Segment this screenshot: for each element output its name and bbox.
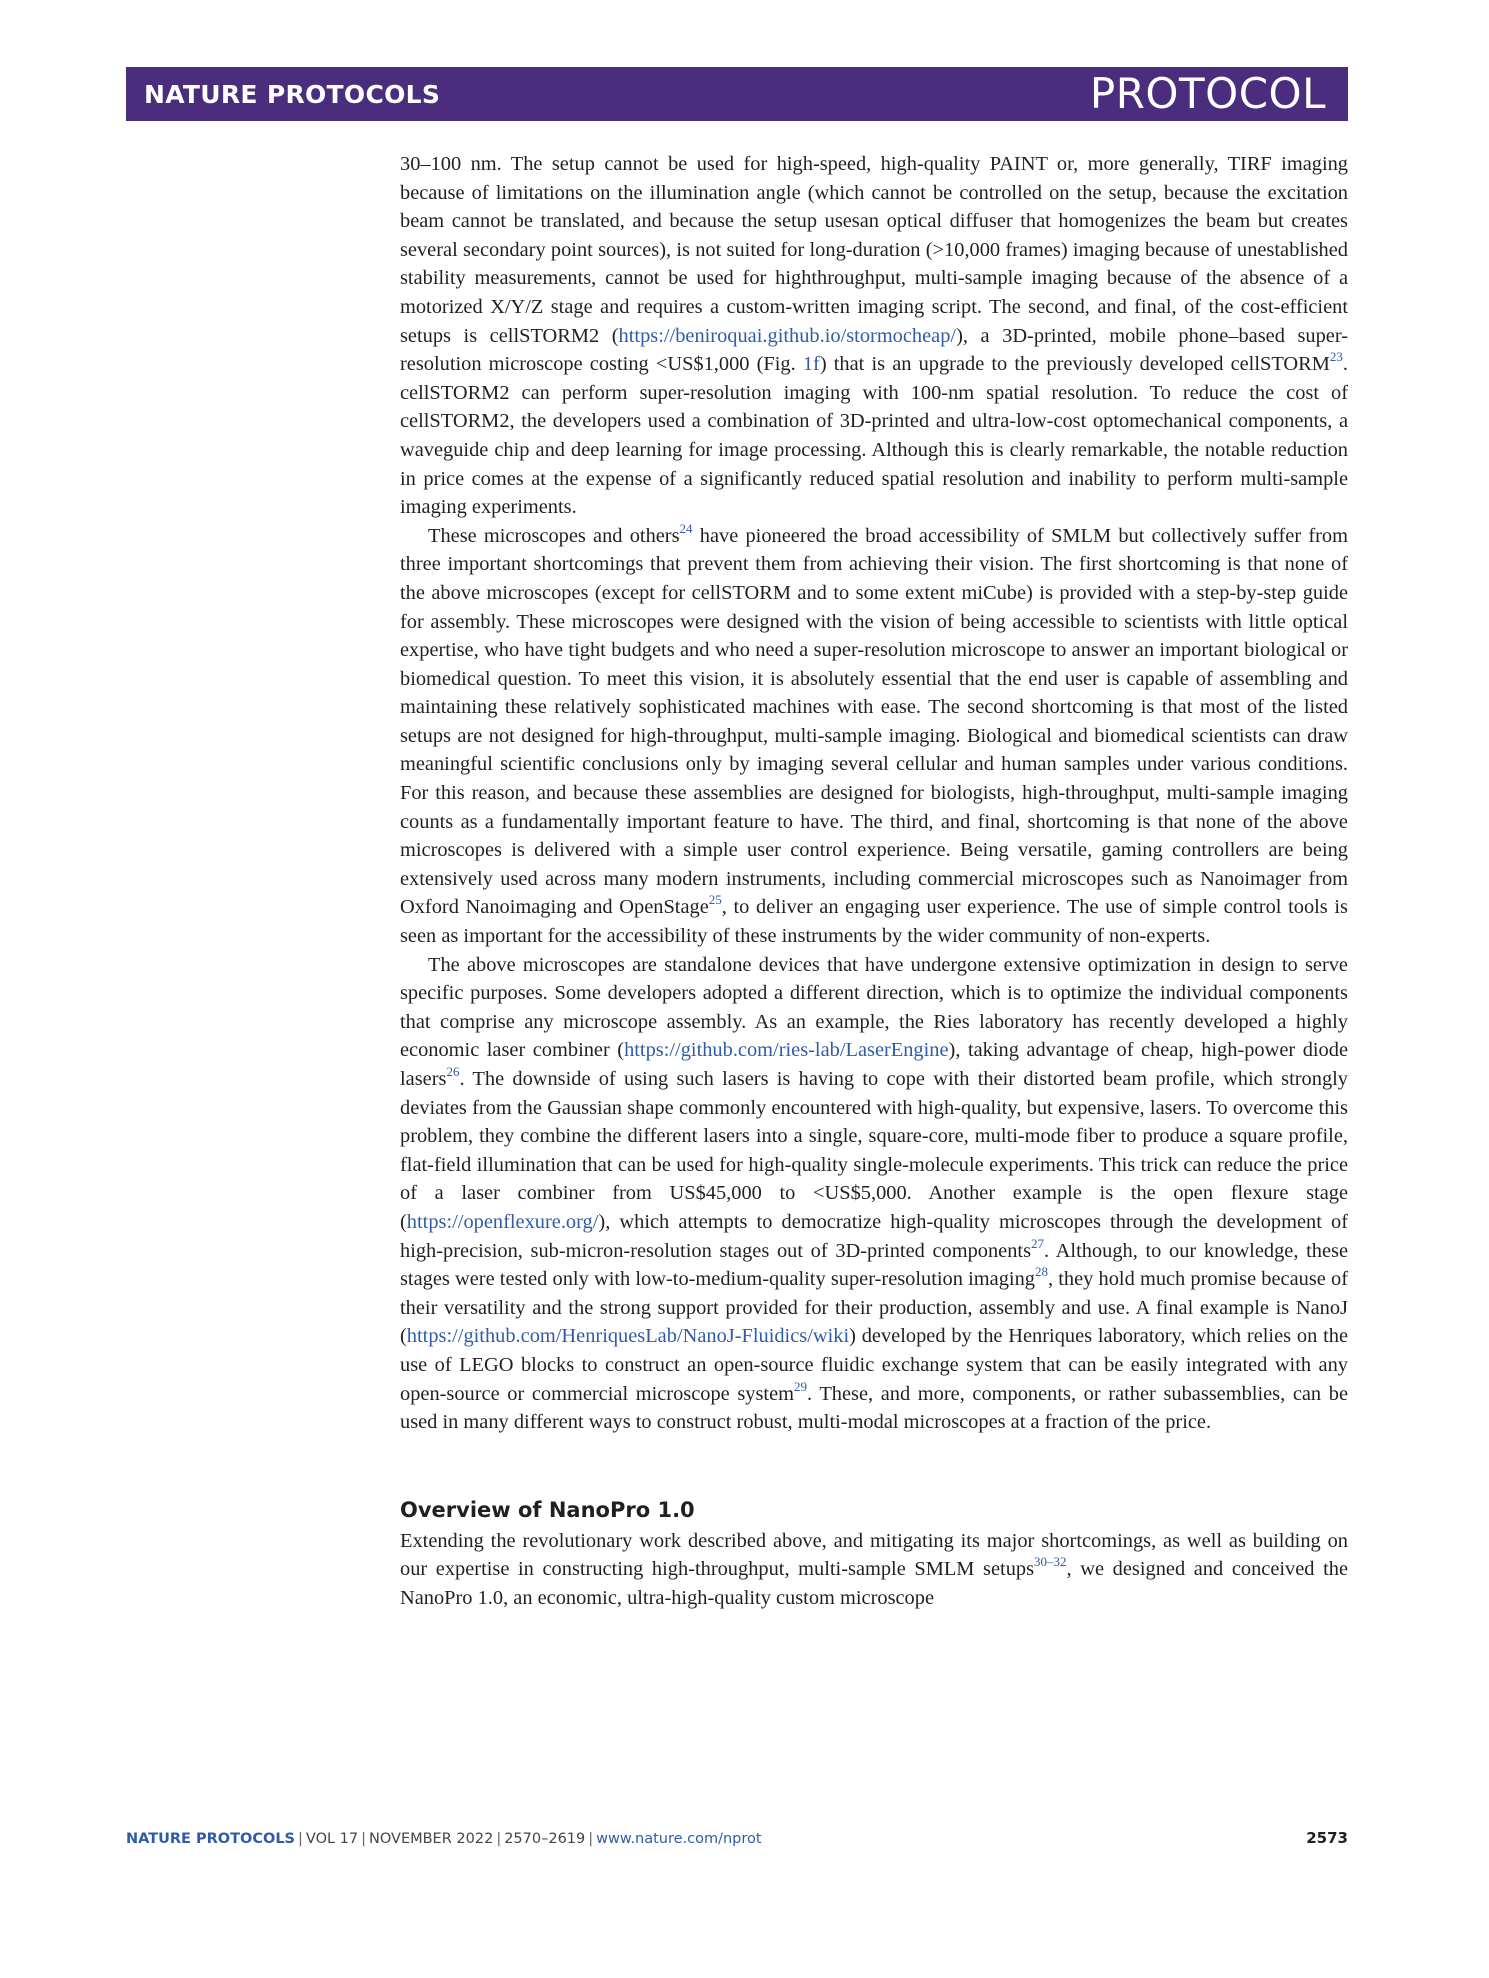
hyperlink[interactable]: https://github.com/ries-lab/​LaserEngine — [624, 1039, 949, 1062]
article-body — [400, 150, 1348, 1613]
hyperlink[interactable]: https://openflexure.org/ — [406, 1210, 599, 1233]
hyperlink[interactable]: 1f — [802, 353, 820, 376]
text-run: These microscopes and others — [428, 524, 680, 547]
text-run: The above microscopes are standalone devices that have undergone extensive optimization in design to serve specific purposes. Some developers adopted a different direction, which is to optimize the individual components that comprise any microscope assembly. As an example, the Ries laboratory has recently developed a highly economic laser combiner ( — [400, 953, 1348, 1062]
text-run: . cellSTORM2 can perform super-resolution imaging with 100-nm spatial resolution. To reduce the cost of cellSTORM2, the developers used a combination of 3D-printed and ultra-low-cost optomechanical components, a waveguide chip and deep learning for image processing. Although this is clearly remarkable, the notable reduction in price comes at the expense of a significantly reduced spatial resolution and inability to perform multi-sample imaging experiments. — [400, 353, 1348, 519]
citation-reference[interactable]: 30–32 — [1034, 1554, 1067, 1570]
citation-reference[interactable]: 27 — [1031, 1235, 1045, 1251]
journal-header-bar — [126, 67, 1348, 121]
text-run: , to deliver an engaging user experience. The use of simple control tools is seen as important for the accessibility of these instruments by the wider community of non-experts. — [400, 896, 1348, 948]
footer-date: NOVEMBER 2022 — [369, 1831, 494, 1847]
text-run: . These, and more, components, or rather subassemblies, can be used in many different ways to construct robust, multi-modal microscopes at a fraction of the price. — [400, 1382, 1348, 1434]
footer-volume: VOL 17 — [305, 1831, 359, 1847]
hyperlink[interactable]: https://github.​com/HenriquesLab/NanoJ-Fluidics/wiki — [406, 1325, 850, 1348]
text-run: ), a 3D-printed, mobile phone–based super-resolution microscope costing <US$1,000 (Fig. — [400, 324, 1348, 376]
text-run: ) developed by the Henriques laboratory, which relies on the use of LEGO blocks to construct an open-source fluidic exchange system that can be easily integrated with any open-source or commercial microscope system — [400, 1325, 1348, 1405]
hyperlink[interactable]: https://beniroquai.github.io/stormocheap/ — [618, 324, 957, 347]
section-paragraph — [400, 1527, 1348, 1613]
citation-reference[interactable]: 25 — [708, 892, 722, 908]
text-run: ), taking advantage of cheap, high-power diode lasers — [400, 1039, 1348, 1090]
text-run: ), which attempts to democratize high-quality microscopes through the development of high-precision, sub-micron-resolution stages out of 3D-printed components — [400, 1210, 1348, 1262]
text-run: . The downside of using such lasers is having to cope with their distorted beam profile, which strongly deviates from the Gaussian shape commonly encountered with high-quality, but expensive, lasers. To overcome this problem, they combine the different lasers into a single, square-core, multi-mode fiber to produce a square profile, flat-field illumination that can be used for high-quality single-molecule experiments. This trick can reduce the price of a laser combiner from US$45,000 to <US$5,000. Another example is the open flexure stage ( — [400, 1068, 1348, 1233]
page-number: 2573 — [1306, 1829, 1348, 1847]
citation-reference[interactable]: 29 — [793, 1378, 807, 1394]
text-run: . Although, to our knowledge, these stages were tested only with low-to-medium-quality super-resolution imaging — [400, 1239, 1349, 1291]
citation-reference[interactable]: 26 — [446, 1064, 460, 1079]
text-run: , they hold much promise because of their versatility and the strong support provided for their production, assembly and use. A final example is NanoJ ( — [400, 1268, 1348, 1348]
body-paragraph-3 — [400, 951, 1348, 1437]
body-paragraph-2 — [400, 522, 1348, 951]
section-heading: Overview of NanoPro 1.0 — [400, 1497, 695, 1522]
citation-reference[interactable]: 23 — [1329, 349, 1343, 365]
footer-citation: NATURE PROTOCOLS | VOL 17 | NOVEMBER 2022 | 2570–2619 | www.nature.com/nprot — [126, 1831, 762, 1847]
text-run: ) that is an upgrade to the previously developed cellSTORM — [819, 353, 1330, 376]
footer-journal: NATURE PROTOCOLS — [126, 1831, 296, 1847]
page-footer — [126, 1829, 1348, 1847]
body-paragraph-1 — [400, 150, 1348, 522]
text-run: , we designed and conceived the NanoPro 1.0, an economic, ultra-high-quality custom microscope — [400, 1558, 1349, 1609]
citation-reference[interactable]: 28 — [1034, 1264, 1048, 1280]
text-run: Extending the revolutionary work described above, and mitigating its major shortcomings, as well as building on our expertise in constructing high-throughput, multi-sample SMLM setups — [400, 1529, 1348, 1581]
journal-name: NATURE PROTOCOLS — [144, 79, 441, 109]
footer-url[interactable]: www.nature.com/nprot — [596, 1831, 762, 1847]
citation-reference[interactable]: 24 — [679, 520, 693, 536]
article-type-label: PROTOCOL — [1089, 69, 1326, 118]
text-run: have pioneered the broad accessibility of SMLM but collectively suffer from three important shortcomings that prevent them from achieving their vision. The first shortcoming is that none of the above microscopes (except for cellSTORM and to some extent miCube) is provided with a step-by-step guide for assembly. These microscopes were designed with the vision of being accessible to scientists with little optical expertise, who have tight budgets and who need a super-resolution microscope to answer an important biological or biomedical question. To meet this vision, it is absolutely essential that the end user is capable of assembling and maintaining these relatively sophisticated machines with ease. The second shortcoming is that most of the listed setups are not designed for high-throughput, multi-sample imaging. Biological and biomedical scientists can draw meaningful scientific conclusions only by imaging several cellular and human samples under various conditions. For this reason, and because these assemblies are designed for biologists, high-throughput, multi-sample imaging counts as a fundamentally important feature to have. The third, and final, shortcoming is that none of the above microscopes is delivered with a simple user control experience. Being versatile, gaming controllers are being extensively used across many modern instruments, including commercial microscopes such as Nanoimager from Oxford Nanoimaging and OpenStage — [400, 524, 1348, 919]
footer-pages: 2570–2619 — [504, 1831, 586, 1847]
text-run: 30–100 nm. The setup cannot be used for high-speed, high-quality PAINT or, more generally, TIRF imaging because of limitations on the illumination angle (which cannot be controlled on the setup, because the excitation beam cannot be translated, and because the setup usesan optical diffuser that homogenizes the beam but creates several secondary point sources), is not suited for long-duration (>10,000 frames) imaging because of unestablished stability measurements, cannot be used for highthroughput, multi-sample imaging because of the absence of a motorized X/Y/Z stage and requires a custom-written imaging script. The second, and final, of the cost-efficient setups is cellSTORM2 ( — [400, 153, 1348, 347]
